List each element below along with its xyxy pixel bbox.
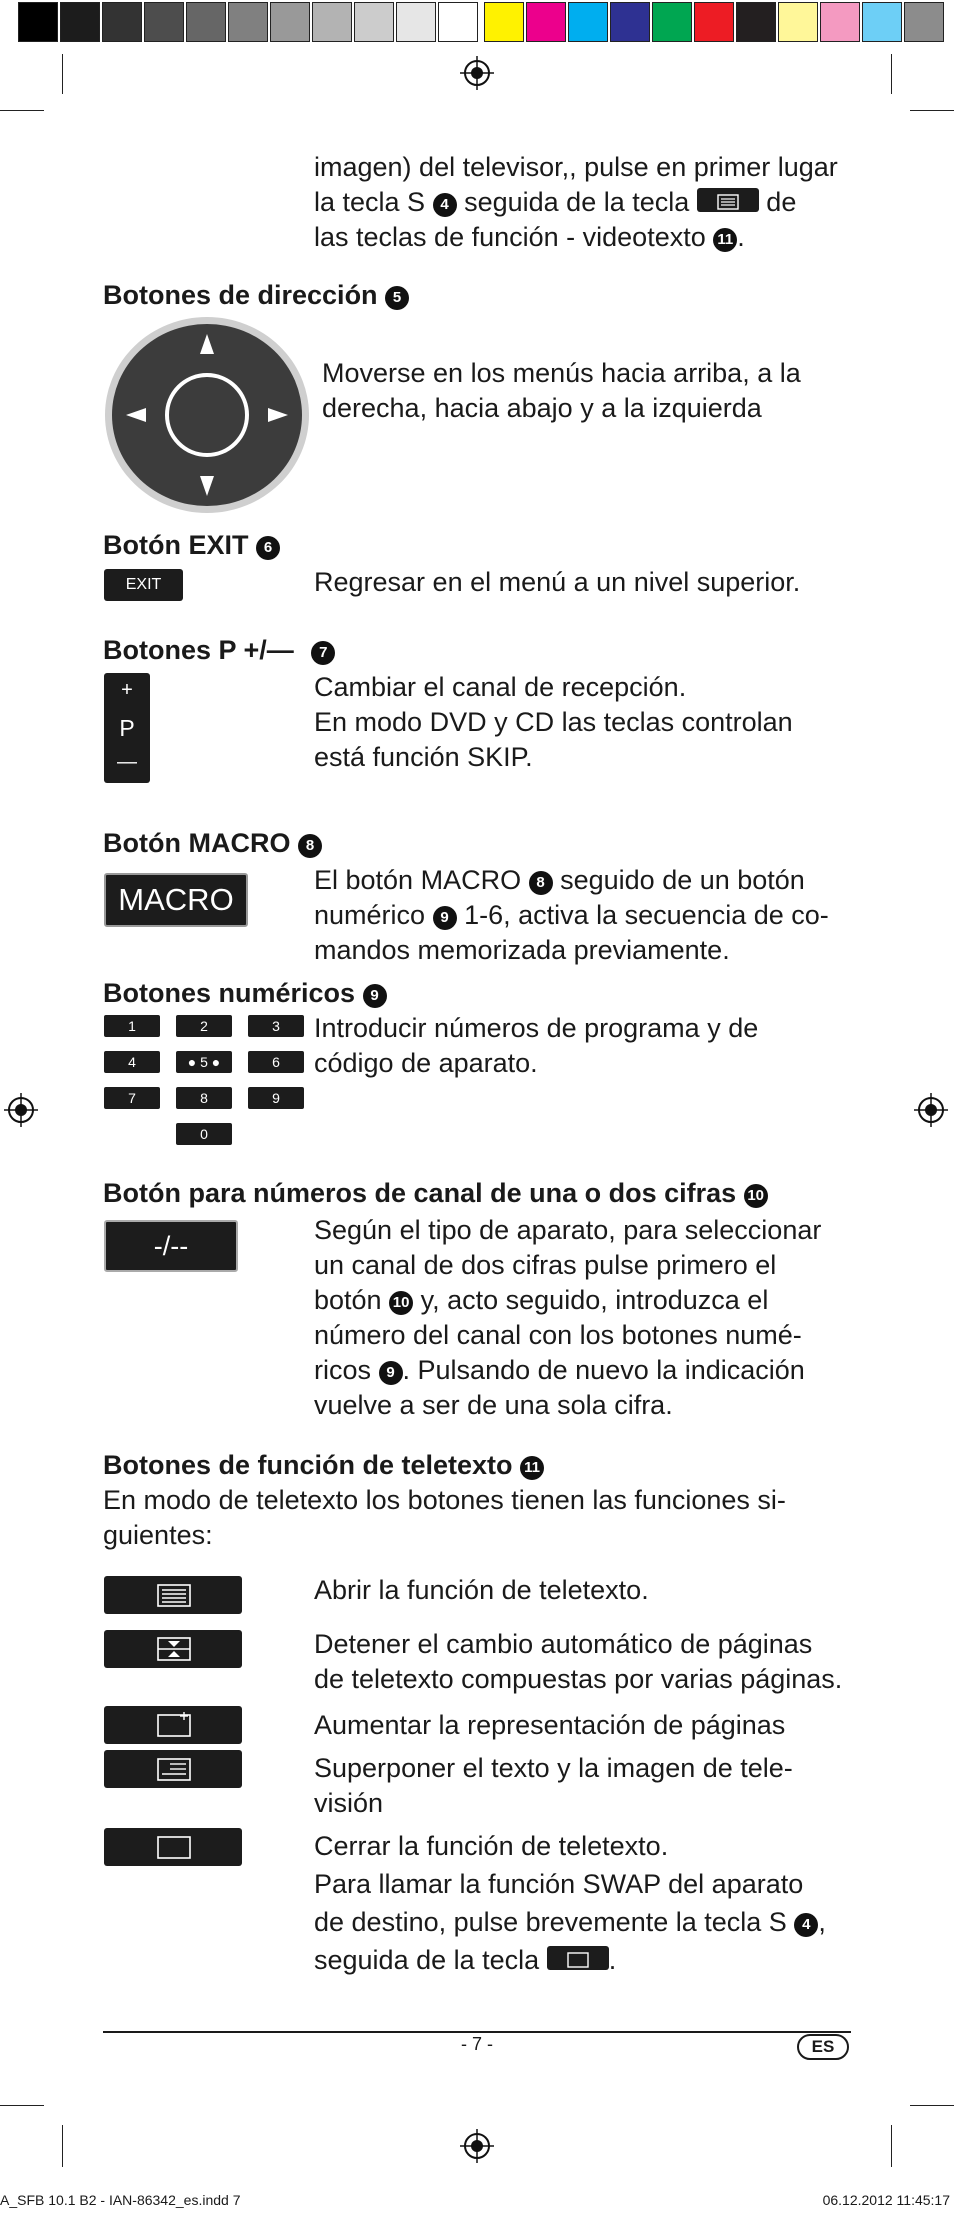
teletext-mix-text: Superponer el texto y la imagen de tele- visión [314, 1753, 793, 1818]
teletext-hold-icon [104, 1630, 242, 1668]
color-swatch [862, 2, 902, 42]
ref-marker: 6 [256, 536, 280, 560]
teletext-size-icon [104, 1706, 242, 1744]
digits-heading: Botón para números de canal de una o dos cifras 10 [103, 1176, 768, 1211]
color-swatch [186, 2, 226, 42]
color-swatch [820, 2, 860, 42]
numeric-key: 3 [248, 1015, 304, 1037]
direction-text: Moverse en los menús hacia arriba, a la derecha, hacia abajo y a la izquierda [322, 358, 801, 423]
numeric-key: 1 [104, 1015, 160, 1037]
exit-text: Regresar en el menú a un nivel superior. [314, 567, 801, 597]
numeric-key: 6 [248, 1051, 304, 1073]
registration-mark-icon [460, 2129, 494, 2163]
numeric-keypad-icon [104, 1015, 310, 1145]
ref-marker: 8 [298, 834, 322, 858]
slug-right: 06.12.2012 11:45:17 [822, 2192, 950, 2208]
p-key-label: P [119, 715, 135, 741]
color-swatch [694, 2, 734, 42]
footer-rule [103, 2031, 851, 2033]
color-swatch [18, 2, 58, 42]
color-swatch [736, 2, 776, 42]
p-heading: Botones P +/— 7 [103, 633, 335, 668]
color-swatch [102, 2, 142, 42]
numeric-key: 8 [176, 1087, 232, 1109]
numeric-key: 4 [104, 1051, 160, 1073]
teletext-open-text: Abrir la función de teletexto. [314, 1575, 649, 1605]
crop-mark [910, 110, 954, 111]
crop-mark [62, 54, 63, 94]
color-swatch [312, 2, 352, 42]
macro-key-icon: MACRO [104, 873, 248, 927]
teletext-open-icon [104, 1576, 242, 1614]
registration-mark-icon [460, 56, 494, 90]
color-swatch [904, 2, 944, 42]
registration-mark-icon [4, 1093, 38, 1127]
slug-left: A_SFB 10.1 B2 - IAN-86342_es.indd 7 [0, 2192, 241, 2208]
macro-heading: Botón MACRO 8 [103, 826, 322, 861]
color-swatch [144, 2, 184, 42]
direction-pad-icon [104, 316, 310, 514]
ref-marker: 4 [433, 193, 457, 217]
digits-text: Según el tipo de aparato, para seleccionar un canal de dos cifras pulse primero el botón 10 y, acto seguido, introduzca el número del canal con los botones numé- ricos 9 . Pulsando de nuevo la indicación vuelve a ser de una sola cifra. [314, 1215, 822, 1420]
ref-marker: 10 [744, 1184, 768, 1208]
ref-marker: 11 [713, 228, 737, 252]
color-swatch [354, 2, 394, 42]
color-swatch [60, 2, 100, 42]
numeric-key: 7 [104, 1087, 160, 1109]
color-swatch [568, 2, 608, 42]
color-swatch [484, 2, 524, 42]
ref-marker: 4 [794, 1913, 818, 1937]
p-key-minus: — [117, 751, 137, 773]
ref-marker: 9 [433, 906, 457, 930]
teletext-mix-icon [104, 1750, 242, 1788]
language-badge: ES [797, 2034, 849, 2060]
ref-marker: 10 [389, 1291, 413, 1315]
color-swatch [610, 2, 650, 42]
teletext-close-icon [104, 1828, 242, 1866]
ref-marker: 9 [379, 1361, 403, 1385]
numeric-heading: Botones numéricos 9 [103, 976, 387, 1011]
exit-heading: Botón EXIT 6 [103, 528, 280, 563]
ref-marker: 5 [385, 286, 409, 310]
numeric-text: Introducir números de programa y de código de aparato. [314, 1013, 759, 1078]
intro-text [314, 150, 874, 255]
teletext-heading: Botones de función de teletexto 11 [103, 1448, 544, 1483]
color-swatch [526, 2, 566, 42]
exit-key-icon: EXIT [104, 569, 183, 601]
p-key-plus: + [121, 679, 133, 701]
ref-marker: 11 [520, 1456, 544, 1480]
teletext-key-icon [697, 188, 759, 212]
intro-line-2: la tecla S 4 seguida de la tecla de [314, 187, 797, 217]
intro-line-3: las teclas de función - videotexto 11 . [314, 222, 745, 252]
digits-key-icon: -/-- [104, 1220, 238, 1272]
teletext-close-text: Cerrar la función de teletexto. Para llamar la función SWAP del aparato de destino, pulse brevemente la tecla S 4 , seguida de la tecla . [314, 1831, 826, 1975]
crop-mark [0, 2105, 44, 2106]
macro-text: El botón MACRO 8 seguido de un botón numérico 9 1-6, activa la secuencia de co- mandos memorizada previamente. [314, 865, 829, 965]
color-swatch [270, 2, 310, 42]
p-key-icon [104, 673, 150, 783]
crop-mark [891, 2125, 892, 2167]
teletext-intro: En modo de teletexto los botones tienen las funciones si- guientes: [103, 1485, 786, 1550]
p-text: Cambiar el canal de recepción. En modo DVD y CD las teclas controlan está función SKIP. [314, 672, 793, 772]
color-swatch [396, 2, 436, 42]
teletext-size-text: Aumentar la representación de páginas [314, 1710, 786, 1740]
crop-mark [910, 2105, 954, 2106]
ref-marker: 7 [311, 641, 335, 665]
ref-marker: 8 [529, 871, 553, 895]
intro-line-1: imagen) del televisor,, pulse en primer lugar [314, 152, 838, 182]
numeric-key: 0 [176, 1123, 232, 1145]
teletext-hold-text: Detener el cambio automático de páginas de teletexto compuestas por varias páginas. [314, 1629, 843, 1694]
color-swatch [652, 2, 692, 42]
direction-heading: Botones de dirección 5 [103, 278, 409, 313]
numeric-key: 2 [176, 1015, 232, 1037]
color-swatch [228, 2, 268, 42]
page-number: - 7 - [460, 2034, 493, 2054]
registration-mark-icon [914, 1093, 948, 1127]
color-swatch [778, 2, 818, 42]
crop-mark [891, 54, 892, 94]
numeric-key: 9 [248, 1087, 304, 1109]
ref-marker: 9 [363, 984, 387, 1008]
numeric-key-5: ● 5 ● [176, 1051, 232, 1073]
teletext-close-key-icon [547, 1946, 609, 1970]
crop-mark [0, 110, 44, 111]
crop-mark [62, 2125, 63, 2167]
color-bar [0, 0, 954, 46]
color-swatch [438, 2, 478, 42]
